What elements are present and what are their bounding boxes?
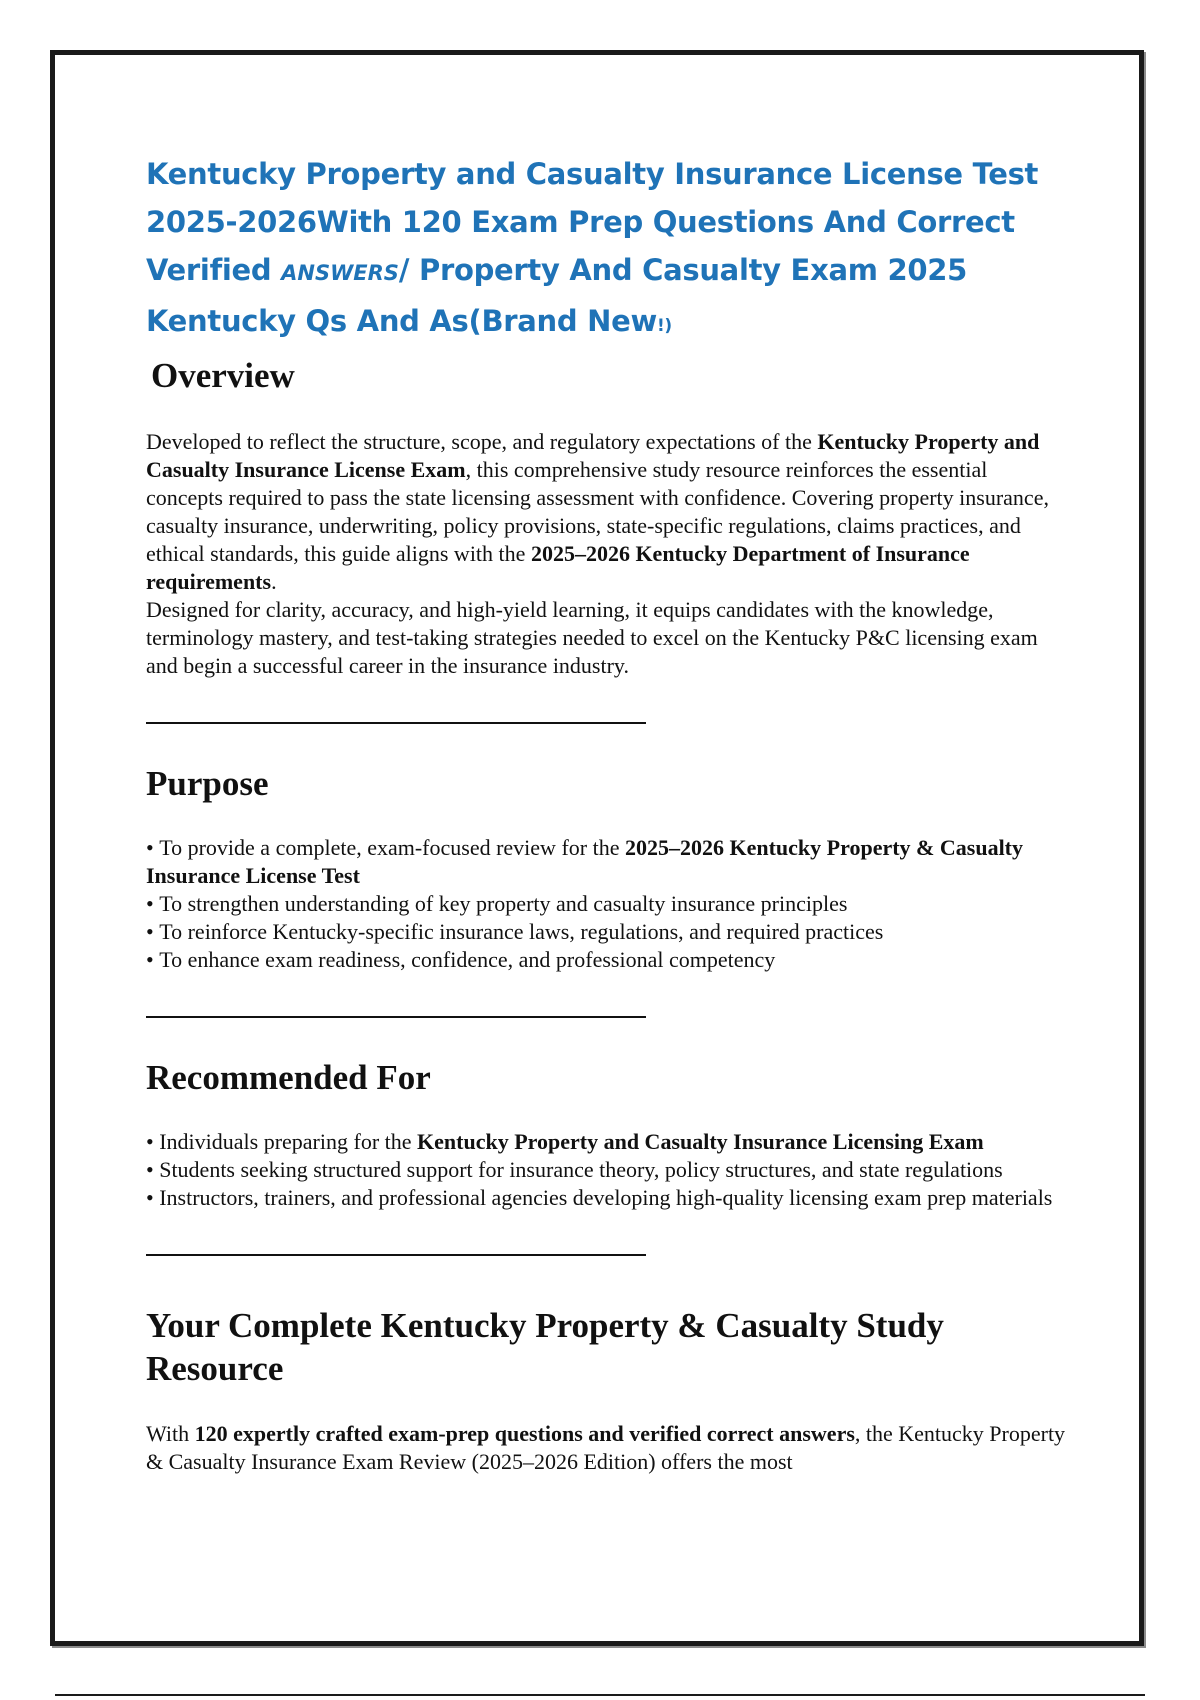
recommended-heading: Recommended For (146, 1058, 431, 1097)
overview-text-b: Kentucky Property and Casualty Insurance License Exam (146, 429, 1040, 482)
recommended-item-1 (146, 1128, 1066, 1156)
overview-paragraph-2: Designed for clarity, accuracy, and high-yield learning, it equips candidates with the knowledge, terminology mastery, and test-taking strategies needed to excel on the Kentucky P&C licensing exam and begin a successful career in the insurance industry. (146, 597, 1038, 678)
complete-text-b: 120 expertly crafted exam-prep questions and verified correct answers (194, 1421, 855, 1446)
purpose-item-1 (146, 834, 1066, 890)
document-content (146, 150, 1066, 1476)
purpose-item-1-bold: 2025–2026 Kentucky Property & Casualty Insurance License Test (146, 835, 1024, 888)
section-divider (146, 1254, 646, 1256)
complete-resource-heading: Your Complete Kentucky Property & Casualty Study Resource (146, 1306, 944, 1388)
purpose-item-4: • To enhance exam readiness, confidence, and professional competency (146, 946, 1066, 974)
complete-text-c: , the Kentucky Property & Casualty Insurance Exam Review (2025–2026 Edition) offers the most (146, 1421, 1066, 1474)
recommended-item-1-text: Individuals preparing for the (159, 1129, 418, 1154)
section-divider (146, 722, 646, 724)
overview-text-c: , this comprehensive study resource reinforces the essential concepts required to pass the state licensing assessment with confidence. Covering property insurance, casualty insurance, underwriting, policy provisions, state-specific regulations, claims practices, and ethical standards, this guide aligns with the (146, 457, 1049, 566)
section-divider (146, 1016, 646, 1018)
overview-text-d: 2025–2026 Kentucky Department of Insurance requirements (146, 541, 970, 594)
page-bottom-rule (55, 1694, 1145, 1696)
document-title (146, 150, 1066, 350)
overview-paragraph-1 (146, 428, 1066, 596)
title-part-3: !) (656, 316, 672, 336)
title-part-1: Kentucky Property and Casualty Insurance License Test 2025-2026With 120 Exam Prep Questions And Correct Verified (146, 157, 1039, 287)
overview-heading: Overview (151, 356, 295, 395)
purpose-heading: Purpose (146, 764, 269, 803)
title-answers-word: ANSWERS (281, 261, 399, 285)
recommended-item-3: • Instructors, trainers, and professional agencies developing high-quality licensing exam prep materials (146, 1184, 1066, 1212)
recommended-item-2: • Students seeking structured support for insurance theory, policy structures, and state regulations (146, 1156, 1066, 1184)
purpose-item-1-text: To provide a complete, exam-focused review for the (159, 835, 625, 860)
recommended-item-1-bold: Kentucky Property and Casualty Insurance Licensing Exam (417, 1129, 984, 1154)
purpose-list (146, 834, 1066, 974)
overview-text-e: . (271, 569, 277, 594)
complete-resource-paragraph (146, 1420, 1066, 1476)
title-part-2: / Property And Casualty Exam 2025 Kentucky Qs And As(Brand New (146, 253, 967, 338)
complete-text-a: With (146, 1421, 195, 1446)
purpose-item-3: • To reinforce Kentucky-specific insurance laws, regulations, and required practices (146, 918, 1066, 946)
overview-text-a: Developed to reflect the structure, scope, and regulatory expectations of the (146, 429, 818, 454)
recommended-list (146, 1128, 1066, 1212)
purpose-item-2: • To strengthen understanding of key property and casualty insurance principles (146, 890, 1066, 918)
